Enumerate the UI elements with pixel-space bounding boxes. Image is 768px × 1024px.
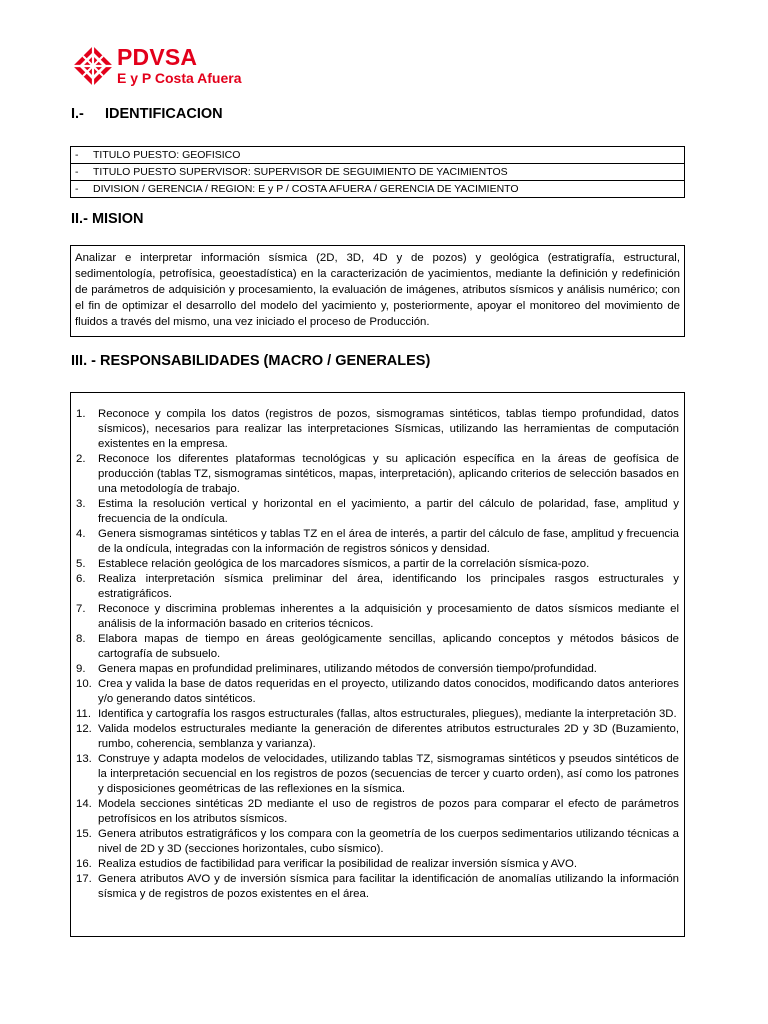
responsibility-text: Estima la resolución vertical y horizontal en el yacimiento, a partir del cálculo de polaridad, fase, amplitud y frecuencia de la ondícula. xyxy=(98,498,679,525)
responsibility-item xyxy=(71,572,684,602)
responsibility-item xyxy=(71,722,684,752)
responsibility-number: 3. xyxy=(76,498,86,510)
identification-text: TITULO PUESTO SUPERVISOR: SUPERVISOR DE SEGUIMIENTO DE YACIMIENTOS xyxy=(93,166,508,178)
pdvsa-logo xyxy=(72,43,272,91)
responsibility-item xyxy=(71,452,684,497)
responsibility-number: 9. xyxy=(76,663,86,675)
responsibility-number: 8. xyxy=(76,633,86,645)
responsibility-text: Identifica y cartografía los rasgos estructurales (fallas, altos estructurales, pliegues), mediante la interpretación 3D. xyxy=(98,708,677,720)
responsibility-number: 10. xyxy=(76,678,92,690)
responsibility-text: Reconoce y compila los datos (registros de pozos, sismogramas sintéticos, tablas tiempo profundidad, datos sísmicos), necesarios para realizar las interpretaciones Sísmicas, utilizando las herramientas de computación existentes en la empresa. xyxy=(98,408,679,450)
responsibility-number: 14. xyxy=(76,798,92,810)
responsibility-number: 16. xyxy=(76,858,92,870)
responsibility-text: Genera atributos AVO y de inversión sísmica para facilitar la identificación de anomalías utilizando la información sísmica y de registros de pozos existentes en el área. xyxy=(98,873,679,900)
responsibility-number: 5. xyxy=(76,558,86,570)
responsibility-number: 12. xyxy=(76,723,92,735)
responsibility-item xyxy=(71,827,684,857)
responsibility-item xyxy=(71,527,684,557)
logo-name: PDVSA xyxy=(117,44,198,70)
identification-text: DIVISION / GERENCIA / REGION: E y P / COSTA AFUERA / GERENCIA DE YACIMIENTO xyxy=(93,183,519,195)
responsibility-item xyxy=(71,602,684,632)
responsibility-number: 17. xyxy=(76,873,92,885)
bullet-dash: - xyxy=(75,183,79,195)
section-title: IDENTIFICACION xyxy=(105,106,223,122)
responsibilities-box xyxy=(70,392,685,937)
identification-cell xyxy=(71,164,685,181)
responsibility-number: 2. xyxy=(76,453,86,465)
responsibility-text: Realiza estudios de factibilidad para verificar la posibilidad de realizar inversión sísmica y AVO. xyxy=(98,858,578,870)
identification-row xyxy=(71,147,685,164)
responsibility-text: Realiza interpretación sísmica preliminar del área, identificando los principales rasgos estructurales y estratigráficos. xyxy=(98,573,679,600)
section-responsabilidades-heading: III. - RESPONSABILIDADES (MACRO / GENERALES) xyxy=(71,353,431,369)
responsibility-text: Genera atributos estratigráficos y los compara con la geometría de los cuerpos sedimentarios utilizando técnicas a nivel de 2D y 3D (secciones horizontales, cubo sísmico). xyxy=(98,828,679,855)
responsibility-number: 7. xyxy=(76,603,86,615)
mission-box xyxy=(70,245,685,337)
responsibility-text: Elabora mapas de tiempo en áreas geológicamente sencillas, aplicando conceptos y métodos básicos de cartografía de subsuelo. xyxy=(98,633,679,660)
responsibility-item xyxy=(71,707,684,722)
section-number: I.- xyxy=(71,106,84,122)
mission-text: Analizar e interpretar información sísmica (2D, 3D, 4D y de pozos) y geológica (estratigrafía, estructural, sedimentología, petrofísica, geoestadística) en la caracterización de yacimientos, mediante la definición y redefinición de parámetros de adquisición y procesamiento, la evaluación de imágenes, atributos sísmicos y análisis numérico; con el fin de optimizar el desarrollo del modelo del yacimiento y, posteriormente, apoyar el monitoreo del movimiento de fluidos a través del mismo, una vez iniciado el proceso de Producción. xyxy=(75,252,680,328)
bullet-dash: - xyxy=(75,149,79,161)
responsibility-text: Establece relación geológica de los marcadores sísmicos, a partir de la correlación sísmica-pozo. xyxy=(98,558,590,570)
responsibility-text: Valida modelos estructurales mediante la generación de diferentes atributos estructurales 2D y 3D (Buzamiento, rumbo, coherencia, semblanza y varianza). xyxy=(98,723,679,750)
responsibility-text: Modela secciones sintéticas 2D mediante el uso de registros de pozos para comparar el efecto de parámetros petrofísicos en los atributos sísmicos. xyxy=(98,798,679,825)
responsibility-text: Reconoce y discrimina problemas inherentes a la adquisición y procesamiento de datos sísmicos mediante el análisis de la información basado en criterios técnicos. xyxy=(98,603,679,630)
responsibility-text: Genera sismogramas sintéticos y tablas TZ en el área de interés, a partir del cálculo de fase, amplitud y frecuencia de la ondícula, integradas con la información de registros sónicos y densidad. xyxy=(98,528,679,555)
bullet-dash: - xyxy=(75,166,79,178)
responsibility-number: 15. xyxy=(76,828,92,840)
responsibility-item xyxy=(71,557,684,572)
responsibility-item xyxy=(71,677,684,707)
responsibility-text: Genera mapas en profundidad preliminares, utilizando métodos de conversión tiempo/profundidad. xyxy=(98,663,597,675)
responsibility-item xyxy=(71,797,684,827)
responsibility-number: 11. xyxy=(76,708,91,720)
identification-cell xyxy=(71,147,685,164)
responsibility-text: Reconoce los diferentes plataformas tecnológicas y su aplicación específica en la áreas de geofísica de producción (tablas TZ, sismogramas sintéticos, mapas, interpretación), aplicando criterios de selección basados en una metodología de trabajo. xyxy=(98,453,679,495)
responsibility-text: Construye y adapta modelos de velocidades, utilizando tablas TZ, sismogramas sintéticos y pseudos sintéticos de la interpretación secuencial en los registros de pozos (secuencias de tercer y cuarto orden), así como los patrones y disposiciones geométricas de las reflexiones en la sísmica. xyxy=(98,753,679,795)
responsibility-item xyxy=(71,752,684,797)
pdvsa-sun-logo-icon xyxy=(72,45,114,87)
responsibility-item xyxy=(71,497,684,527)
responsibility-item xyxy=(71,872,684,902)
identification-row xyxy=(71,164,685,181)
identification-row xyxy=(71,181,685,198)
responsibility-item xyxy=(71,662,684,677)
responsibility-item xyxy=(71,407,684,452)
identification-text: TITULO PUESTO: GEOFISICO xyxy=(93,149,241,161)
section-mision-heading: II.- MISION xyxy=(71,211,144,227)
identification-cell xyxy=(71,181,685,198)
responsibility-item xyxy=(71,857,684,872)
logo-subtitle: E y P Costa Afuera xyxy=(117,70,242,86)
responsibility-number: 4. xyxy=(76,528,86,540)
section-identificacion-heading xyxy=(71,106,223,122)
responsibilities-list xyxy=(71,407,684,902)
responsibility-number: 1. xyxy=(76,408,86,420)
responsibility-number: 6. xyxy=(76,573,86,585)
identification-table xyxy=(70,146,685,198)
responsibility-text: Crea y valida la base de datos requeridas en el proyecto, utilizando datos conocidos, modificando datos anteriores y/o generando datos sintéticos. xyxy=(98,678,679,705)
responsibility-item xyxy=(71,632,684,662)
responsibility-number: 13. xyxy=(76,753,92,765)
